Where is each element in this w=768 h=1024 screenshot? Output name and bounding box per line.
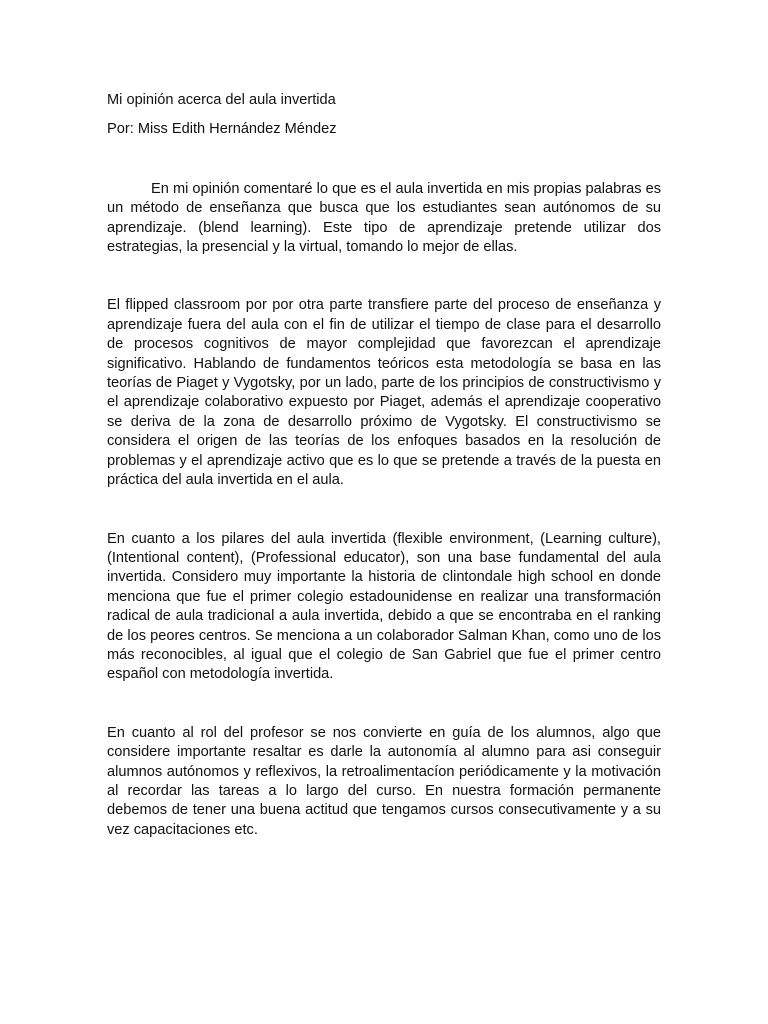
paragraph-pillars: En cuanto a los pilares del aula invertida (flexible environment, (Learning culture), (Intentional content), (Professional educator), son una base fundamental del aula invertida. Considero muy importante la historia de clintondale high school en donde menciona que fue el primer colegio estadounidense en realizar una transformación radical de aula tradicional a aula invertida, debido a que se encontraba en el ranking de los peores centros. Se menciona a un colaborador Salman Khan, como uno de los más reconocibles, al igual que el colegio de San Gabriel que fue el primer centro español con metodología invertida. [107,530,661,683]
document-body [107,91,661,840]
paragraph-flipped-classroom: El flipped classroom por por otra parte transfiere parte del proceso de enseñanza y aprendizaje fuera del aula con el fin de utilizar el tiempo de clase para el desarrollo de procesos cognitivos de mayor complejidad que favorezcan el aprendizaje significativo. Hablando de fundamentos teóricos esta metodología se basa en las teorías de Piaget y Vygotsky, por un lado, parte de los principios de constructivismo y el aprendizaje colaborativo expuesto por Piaget, además el aprendizaje cooperativo se deriva de la zona de desarrollo próximo de Vygotsky. El constructivismo se considera el origen de las teorías de los enfoques basados en la resolución de problemas y el aprendizaje activo que es lo que se pretende a través de la puesta en práctica del aula invertida en el aula. [107,297,661,489]
paragraph-teacher-role: En cuanto al rol del profesor se nos convierte en guía de los alumnos, algo que considere importante resaltar es darle la autonomía al alumno para asi conseguir alumnos autónomos y reflexivos, la retroalimentacíon periódicamente y la motivación al recordar las tareas a lo largo del curso. En nuestra formación permanente debemos de tener una buena actitud que tengamos cursos consecutivamente y a su vez capacitaciones etc. [107,724,661,838]
document-author: Por: Miss Edith Hernández Méndez [107,121,337,138]
document-title: Mi opinión acerca del aula invertida [107,92,336,108]
paragraph-intro: En mi opinión comentaré lo que es el aula invertida en mis propias palabras es un método de enseñanza que busca que los estudiantes sean autónomos de su aprendizaje. (blend learning). Este tipo de aprendizaje pretende utilizar dos estrategias, la presencial y la virtual, tomando lo mejor de ellas. [107,180,661,256]
